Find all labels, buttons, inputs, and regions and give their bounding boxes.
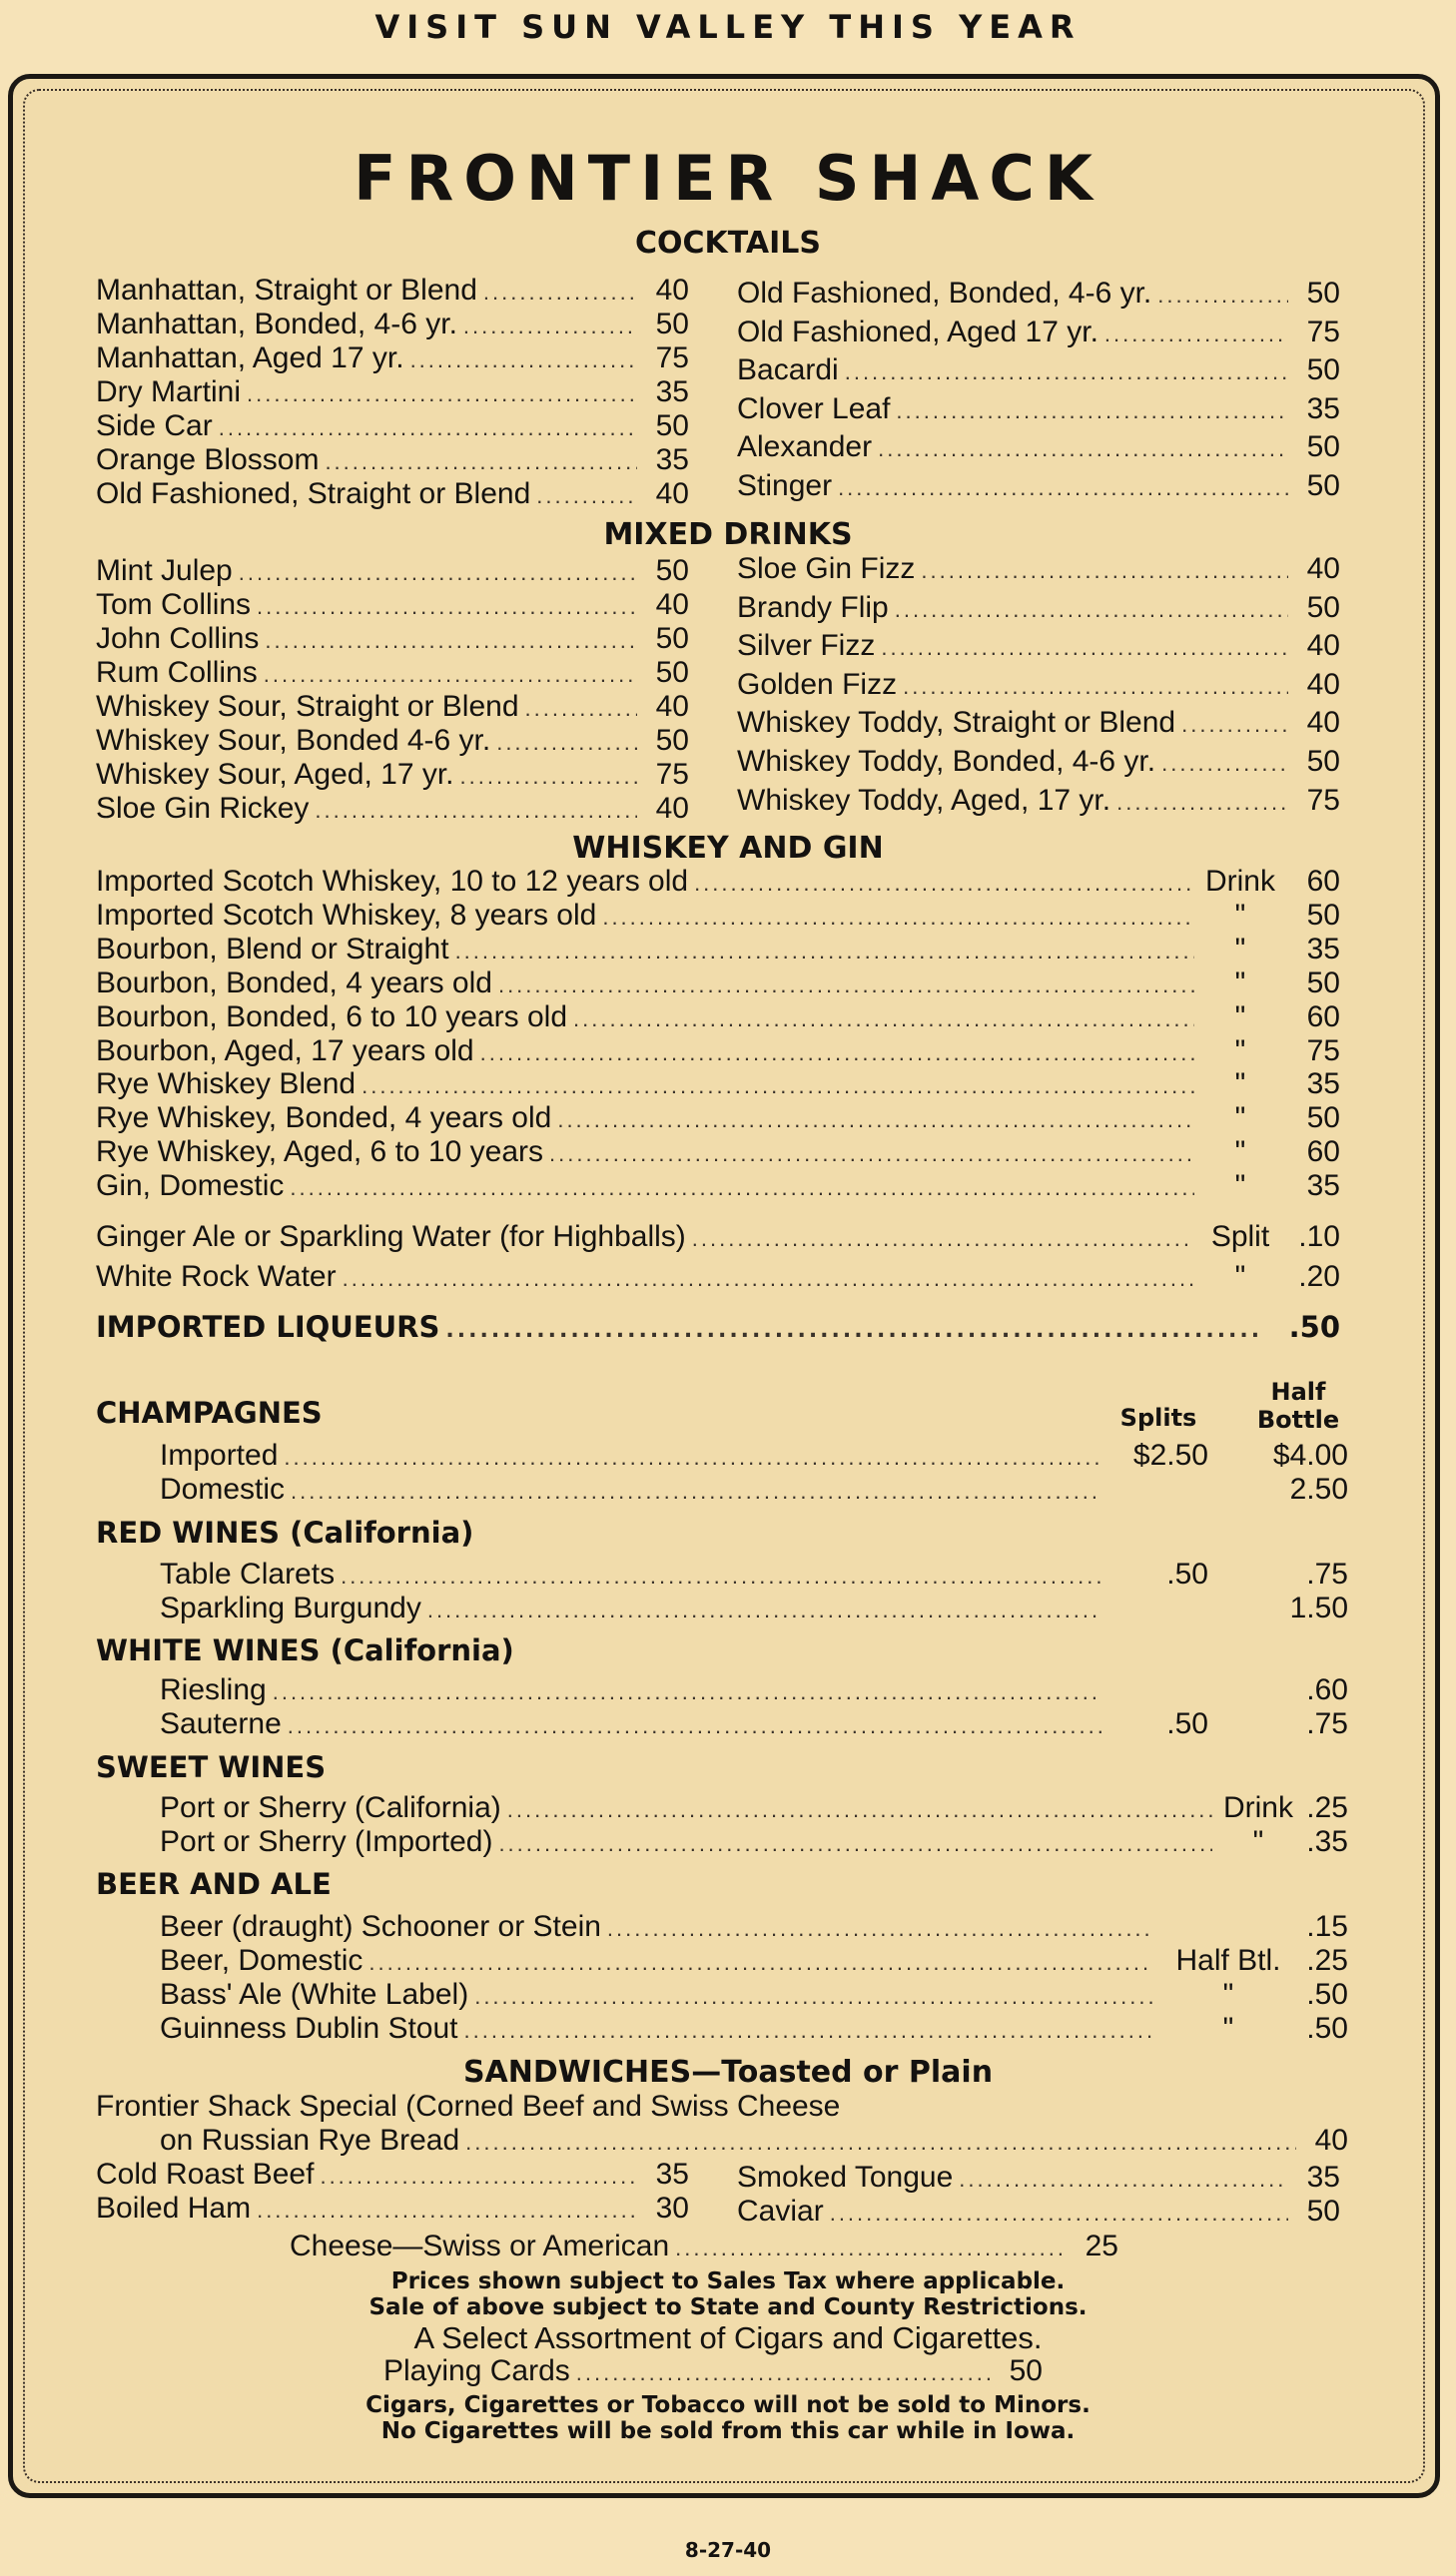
item-price: 50 bbox=[1306, 469, 1340, 502]
dot-leader bbox=[455, 935, 1194, 968]
item-name: Port or Sherry (Imported) bbox=[160, 1825, 493, 1858]
dot-leader bbox=[959, 2163, 1288, 2197]
item-price: .25 bbox=[1306, 1944, 1348, 1977]
item-price: .50 bbox=[1306, 2012, 1348, 2045]
menu-item bbox=[737, 706, 1340, 742]
item-price: 60 bbox=[1306, 1135, 1340, 1169]
dot-leader bbox=[1116, 786, 1288, 820]
top-banner: VISIT SUN VALLEY THIS YEAR bbox=[374, 8, 1082, 46]
item-name: Stinger bbox=[737, 469, 833, 502]
menu-item bbox=[737, 2195, 1340, 2231]
item-name: Caviar bbox=[737, 2195, 824, 2228]
menu-item bbox=[96, 588, 689, 624]
menu-item bbox=[737, 316, 1340, 351]
item-price: 75 bbox=[1306, 1033, 1340, 1067]
item-name: on Russian Rye Bread bbox=[160, 2124, 460, 2157]
item-price: 40 bbox=[655, 588, 689, 621]
menu-item bbox=[96, 792, 689, 828]
dot-leader bbox=[845, 355, 1288, 389]
dot-leader bbox=[838, 471, 1288, 505]
item-name: Dry Martini bbox=[96, 375, 242, 408]
note-sales-tax: Prices shown subject to Sales Tax where applicable. bbox=[390, 2268, 1066, 2294]
split-price: .50 bbox=[1166, 1558, 1208, 1591]
item-name: Imported Scotch Whiskey, 8 years old bbox=[96, 898, 597, 932]
menu-item bbox=[96, 1220, 1340, 1256]
menu-item bbox=[160, 1791, 1348, 1827]
menu-item bbox=[96, 1101, 1340, 1137]
dot-leader bbox=[320, 2160, 637, 2194]
item-name: Port or Sherry (California) bbox=[160, 1791, 501, 1824]
note-minors: Cigars, Cigarettes or Tobacco will not be sold to Minors. bbox=[365, 2392, 1091, 2418]
item-price: 40 bbox=[1306, 552, 1340, 585]
item-unit: Split bbox=[1210, 1220, 1270, 1253]
item-price: 40 bbox=[1314, 2124, 1348, 2157]
item-unit: " bbox=[1234, 1169, 1246, 1203]
item-price: 75 bbox=[655, 341, 689, 374]
item-price: 35 bbox=[655, 443, 689, 476]
item-name: Side Car bbox=[96, 409, 213, 442]
dot-leader bbox=[694, 867, 1194, 901]
item-unit: Drink bbox=[1204, 865, 1275, 898]
menu-item bbox=[160, 2012, 1348, 2048]
item-price: 50 bbox=[1306, 745, 1340, 778]
dot-leader bbox=[284, 1441, 1102, 1475]
item-name: Whiskey Sour, Bonded 4-6 yr. bbox=[96, 724, 491, 757]
dot-leader bbox=[445, 1314, 1264, 1348]
column-header-half: Half bbox=[1270, 1378, 1326, 1406]
item-price: 50 bbox=[655, 622, 689, 655]
item-price: 50 bbox=[1306, 966, 1340, 999]
column-header-splits: Splits bbox=[1119, 1404, 1197, 1432]
item-name: Old Fashioned, Aged 17 yr. bbox=[737, 315, 1098, 348]
item-price: .25 bbox=[1306, 1791, 1348, 1824]
half-bottle-price: .60 bbox=[1306, 1673, 1348, 1706]
half-bottle-price: 2.50 bbox=[1289, 1473, 1348, 1506]
dot-leader bbox=[895, 593, 1288, 627]
menu-item bbox=[160, 1825, 1348, 1861]
item-name: Cold Roast Beef bbox=[96, 2158, 315, 2191]
item-price: 50 bbox=[655, 656, 689, 689]
item-price: 35 bbox=[655, 2158, 689, 2191]
dot-leader bbox=[921, 554, 1288, 588]
menu-item bbox=[96, 1000, 1340, 1036]
dot-leader bbox=[1181, 708, 1288, 742]
menu-item bbox=[737, 430, 1340, 466]
item-name: White Rock Water bbox=[96, 1260, 337, 1293]
item-name: Old Fashioned, Straight or Blend bbox=[96, 477, 531, 510]
item-price: 50 bbox=[655, 308, 689, 340]
note-iowa: No Cigarettes will be sold from this car while in Iowa. bbox=[380, 2418, 1076, 2444]
item-name: Whiskey Sour, Straight or Blend bbox=[96, 690, 519, 723]
dot-leader bbox=[474, 1980, 1152, 2014]
item-name: Bourbon, Bonded, 6 to 10 years old bbox=[96, 999, 568, 1033]
dot-leader bbox=[525, 692, 637, 726]
wine-item bbox=[160, 1673, 1348, 1709]
dot-leader bbox=[549, 1137, 1194, 1171]
item-price: 50 bbox=[655, 409, 689, 442]
item-price: .50 bbox=[1306, 1978, 1348, 2011]
menu-item bbox=[96, 554, 689, 590]
item-price: 30 bbox=[655, 2192, 689, 2225]
menu-item bbox=[96, 724, 689, 760]
half-bottle-price: $4.00 bbox=[1272, 1439, 1348, 1472]
menu-item bbox=[96, 1260, 1340, 1296]
item-price: .20 bbox=[1298, 1260, 1340, 1293]
menu-item bbox=[96, 622, 689, 658]
menu-item bbox=[96, 409, 689, 445]
dot-leader bbox=[557, 1103, 1194, 1137]
dot-leader bbox=[257, 2194, 637, 2228]
item-name: Rye Whiskey, Aged, 6 to 10 years bbox=[96, 1135, 543, 1169]
item-name: Brandy Flip bbox=[737, 590, 889, 624]
menu-item bbox=[96, 899, 1340, 935]
dot-leader bbox=[903, 670, 1288, 704]
item-price: 35 bbox=[1306, 1067, 1340, 1101]
special-sandwich-line1: Frontier Shack Special (Corned Beef and Swiss Cheese bbox=[96, 2090, 841, 2123]
item-name: Rum Collins bbox=[96, 656, 258, 689]
item-name: Silver Fizz bbox=[737, 629, 876, 663]
dot-leader bbox=[410, 343, 637, 377]
item-price: 60 bbox=[1306, 999, 1340, 1033]
dot-leader bbox=[288, 1709, 1102, 1743]
item-unit: " bbox=[1234, 898, 1246, 932]
item-price: 50 bbox=[655, 554, 689, 587]
section-heading-mixed-drinks: MIXED DRINKS bbox=[603, 517, 853, 552]
item-name: Manhattan, Bonded, 4-6 yr. bbox=[96, 308, 457, 340]
dot-leader bbox=[496, 726, 637, 760]
item-unit: " bbox=[1234, 966, 1246, 999]
menu-item bbox=[96, 1034, 1340, 1070]
menu-item bbox=[737, 784, 1340, 820]
dot-leader bbox=[692, 1222, 1194, 1256]
item-unit: " bbox=[1252, 1825, 1264, 1858]
item-name: Whiskey Toddy, Straight or Blend bbox=[737, 706, 1176, 740]
section-heading-white-wines: WHITE WINES (California) bbox=[96, 1633, 514, 1667]
menu-item bbox=[96, 933, 1340, 968]
item-name: Ginger Ale or Sparkling Water (for Highballs) bbox=[96, 1220, 686, 1253]
item-unit: " bbox=[1234, 1101, 1246, 1135]
item-price: 50 bbox=[1306, 898, 1340, 932]
date-code: 8-27-40 bbox=[684, 2538, 772, 2562]
item-name: Bacardi bbox=[737, 353, 839, 387]
item-price: 50 bbox=[1306, 2195, 1340, 2228]
menu-item bbox=[160, 1978, 1348, 2014]
dot-leader bbox=[219, 411, 637, 445]
split-price: .50 bbox=[1166, 1707, 1208, 1740]
menu-item bbox=[96, 1135, 1340, 1171]
split-price: $2.50 bbox=[1132, 1439, 1208, 1472]
item-price: 40 bbox=[655, 274, 689, 307]
item-price: 40 bbox=[1306, 706, 1340, 740]
item-price: 35 bbox=[1306, 932, 1340, 966]
item-name: Riesling bbox=[160, 1673, 267, 1706]
dot-leader bbox=[675, 2232, 1063, 2265]
menu-item bbox=[737, 2161, 1340, 2197]
item-name: Table Clarets bbox=[160, 1558, 336, 1591]
menu-item bbox=[96, 690, 689, 726]
item-name: Bass' Ale (White Label) bbox=[160, 1978, 469, 2011]
dot-leader bbox=[878, 432, 1288, 466]
dot-leader bbox=[291, 1475, 1102, 1509]
column-header-bottle: Bottle bbox=[1256, 1406, 1340, 1434]
menu-item bbox=[96, 308, 689, 343]
item-price: 75 bbox=[1306, 783, 1340, 817]
menu-title: FRONTIER SHACK bbox=[354, 142, 1102, 215]
item-price: 40 bbox=[655, 690, 689, 723]
menu-item bbox=[96, 966, 1340, 1002]
item-name: Guinness Dublin Stout bbox=[160, 2012, 458, 2045]
dot-leader bbox=[881, 631, 1288, 665]
dot-leader bbox=[1104, 318, 1288, 351]
item-name: Golden Fizz bbox=[737, 667, 898, 701]
menu-item bbox=[737, 591, 1340, 627]
menu-item bbox=[160, 1944, 1348, 1980]
item-price: 25 bbox=[1085, 2230, 1118, 2262]
item-name: Sloe Gin Fizz bbox=[737, 552, 916, 585]
item-price: 50 bbox=[1306, 590, 1340, 624]
dot-leader bbox=[362, 1069, 1194, 1103]
item-unit: " bbox=[1234, 1033, 1246, 1067]
dot-leader bbox=[480, 1036, 1194, 1070]
section-heading-champagnes: CHAMPAGNES bbox=[96, 1396, 323, 1430]
dot-leader bbox=[325, 445, 637, 479]
item-name: Beer, Domestic bbox=[160, 1944, 364, 1977]
menu-item bbox=[737, 392, 1340, 428]
item-name: Beer (draught) Schooner or Stein bbox=[160, 1910, 601, 1943]
menu-item bbox=[737, 277, 1340, 313]
item-name: Whiskey Toddy, Bonded, 4-6 yr. bbox=[737, 745, 1156, 778]
item-price: .35 bbox=[1306, 1825, 1348, 1858]
menu-item bbox=[96, 274, 689, 310]
item-price: .50 bbox=[1288, 1310, 1340, 1344]
dot-leader bbox=[607, 1912, 1152, 1946]
item-price: 35 bbox=[1306, 2161, 1340, 2194]
item-unit: " bbox=[1234, 999, 1246, 1033]
dot-leader bbox=[273, 1675, 1102, 1709]
item-name: Imported Scotch Whiskey, 10 to 12 years old bbox=[96, 865, 689, 898]
dot-leader bbox=[602, 901, 1194, 935]
dot-leader bbox=[464, 2014, 1152, 2048]
item-unit: Drink bbox=[1222, 1791, 1293, 1824]
special-sandwich-line2 bbox=[160, 2124, 1348, 2160]
menu-item bbox=[96, 1067, 1340, 1103]
cheese-sandwich bbox=[290, 2230, 1118, 2265]
item-price: 50 bbox=[1306, 1101, 1340, 1135]
menu-item bbox=[96, 758, 689, 794]
menu-item bbox=[737, 552, 1340, 588]
menu-item bbox=[96, 443, 689, 479]
item-name: Manhattan, Aged 17 yr. bbox=[96, 341, 404, 374]
menu-item bbox=[96, 341, 689, 377]
item-name: Bourbon, Blend or Straight bbox=[96, 932, 449, 966]
dot-leader bbox=[573, 1002, 1194, 1036]
menu-item bbox=[96, 656, 689, 692]
menu-item bbox=[96, 375, 689, 411]
menu-item bbox=[737, 353, 1340, 389]
item-price: 40 bbox=[1306, 629, 1340, 663]
item-name: Alexander bbox=[737, 430, 873, 464]
dot-leader bbox=[498, 1827, 1212, 1861]
item-price: 35 bbox=[655, 375, 689, 408]
dot-leader bbox=[460, 760, 637, 794]
note-restrictions: Sale of above subject to State and County Restrictions. bbox=[368, 2294, 1088, 2320]
dot-leader bbox=[290, 1171, 1194, 1205]
menu-item bbox=[96, 865, 1340, 901]
dot-leader bbox=[343, 1262, 1194, 1296]
dot-leader bbox=[536, 479, 637, 513]
note-cigars: A Select Assortment of Cigars and Cigarettes. bbox=[413, 2320, 1043, 2355]
dot-leader bbox=[896, 394, 1288, 428]
item-name: Gin, Domestic bbox=[96, 1169, 285, 1203]
item-unit: " bbox=[1234, 932, 1246, 966]
item-name: Cheese—Swiss or American bbox=[290, 2230, 670, 2262]
item-name: Smoked Tongue bbox=[737, 2161, 954, 2194]
item-price: 40 bbox=[655, 792, 689, 825]
item-price: 50 bbox=[1009, 2354, 1043, 2387]
section-heading-sweet-wines: SWEET WINES bbox=[96, 1750, 327, 1784]
dot-leader bbox=[265, 624, 637, 658]
item-unit: " bbox=[1222, 1978, 1234, 2011]
item-name: Rye Whiskey, Bonded, 4 years old bbox=[96, 1101, 552, 1135]
item-name: Sparkling Burgundy bbox=[160, 1592, 421, 1624]
item-name: Boiled Ham bbox=[96, 2192, 252, 2225]
item-price: .10 bbox=[1298, 1220, 1340, 1253]
item-name: Imported bbox=[160, 1439, 279, 1472]
item-name: Rye Whiskey Blend bbox=[96, 1067, 357, 1101]
item-name: Whiskey Toddy, Aged, 17 yr. bbox=[737, 783, 1111, 817]
item-price: 40 bbox=[655, 477, 689, 510]
dot-leader bbox=[257, 590, 637, 624]
item-name: IMPORTED LIQUEURS bbox=[96, 1310, 440, 1344]
section-heading-red-wines: RED WINES (California) bbox=[96, 1516, 474, 1550]
item-name: Sloe Gin Rickey bbox=[96, 792, 310, 825]
item-unit: " bbox=[1234, 1067, 1246, 1101]
item-name: John Collins bbox=[96, 622, 260, 655]
half-bottle-price: .75 bbox=[1306, 1558, 1348, 1591]
item-name: Bourbon, Bonded, 4 years old bbox=[96, 966, 492, 999]
item-price: 35 bbox=[1306, 391, 1340, 425]
item-price: 75 bbox=[655, 758, 689, 791]
menu-item bbox=[160, 1910, 1348, 1946]
item-name: Bourbon, Aged, 17 years old bbox=[96, 1033, 474, 1067]
item-name: Old Fashioned, Bonded, 4-6 yr. bbox=[737, 277, 1152, 310]
half-bottle-price: .75 bbox=[1306, 1707, 1348, 1740]
dot-leader bbox=[264, 658, 637, 692]
item-unit: " bbox=[1234, 1135, 1246, 1169]
dot-leader bbox=[1157, 279, 1288, 313]
item-price: 60 bbox=[1306, 865, 1340, 898]
dot-leader bbox=[507, 1793, 1212, 1827]
wine-item bbox=[160, 1707, 1348, 1743]
item-name: Manhattan, Straight or Blend bbox=[96, 274, 477, 307]
section-heading-whiskey-gin: WHISKEY AND GIN bbox=[572, 831, 884, 866]
item-unit: Half Btl. bbox=[1175, 1944, 1281, 1977]
menu-item bbox=[737, 469, 1340, 505]
dot-leader bbox=[315, 794, 637, 828]
dot-leader bbox=[465, 2126, 1296, 2160]
item-price: 40 bbox=[1306, 667, 1340, 701]
item-unit: " bbox=[1234, 1260, 1246, 1293]
item-price: 75 bbox=[1306, 315, 1340, 348]
dot-leader bbox=[463, 310, 637, 343]
item-name: Sauterne bbox=[160, 1707, 282, 1740]
menu-item bbox=[96, 2192, 689, 2228]
menu-item bbox=[96, 2158, 689, 2194]
item-price: 50 bbox=[1306, 353, 1340, 387]
dot-leader bbox=[368, 1946, 1152, 1980]
menu-item bbox=[737, 629, 1340, 665]
dot-leader bbox=[341, 1560, 1102, 1594]
item-name: Mint Julep bbox=[96, 554, 233, 587]
section-heading-sandwiches: SANDWICHES—Toasted or Plain bbox=[462, 2055, 994, 2090]
item-price: 50 bbox=[1306, 430, 1340, 464]
dot-leader bbox=[427, 1594, 1102, 1627]
item-name: Domestic bbox=[160, 1473, 286, 1506]
item-price: .15 bbox=[1306, 1910, 1348, 1943]
half-bottle-price: 1.50 bbox=[1289, 1592, 1348, 1624]
section-heading-cocktails: COCKTAILS bbox=[634, 226, 822, 261]
menu-item bbox=[96, 477, 689, 513]
menu-item bbox=[96, 1169, 1340, 1205]
dot-leader bbox=[239, 556, 637, 590]
item-name: Whiskey Sour, Aged, 17 yr. bbox=[96, 758, 454, 791]
dot-leader bbox=[576, 2356, 991, 2390]
item-name: Tom Collins bbox=[96, 588, 252, 621]
item-name: Orange Blossom bbox=[96, 443, 320, 476]
menu-item bbox=[737, 745, 1340, 781]
dot-leader bbox=[247, 377, 637, 411]
item-name: Clover Leaf bbox=[737, 391, 891, 425]
playing-cards bbox=[383, 2354, 1043, 2390]
dot-leader bbox=[483, 276, 637, 310]
dot-leader bbox=[498, 968, 1194, 1002]
section-heading-beer-ale: BEER AND ALE bbox=[96, 1867, 332, 1901]
dot-leader bbox=[1161, 747, 1288, 781]
item-name: Playing Cards bbox=[383, 2354, 570, 2387]
item-price: 50 bbox=[655, 724, 689, 757]
dot-leader bbox=[830, 2197, 1288, 2231]
item-price: 50 bbox=[1306, 277, 1340, 310]
menu-item bbox=[737, 668, 1340, 704]
wine-item bbox=[160, 1558, 1348, 1594]
wine-item bbox=[160, 1592, 1348, 1627]
item-price: 35 bbox=[1306, 1169, 1340, 1203]
item-unit: " bbox=[1222, 2012, 1234, 2045]
wine-item bbox=[160, 1439, 1348, 1475]
liqueurs-item bbox=[96, 1310, 1340, 1348]
wine-item bbox=[160, 1473, 1348, 1509]
